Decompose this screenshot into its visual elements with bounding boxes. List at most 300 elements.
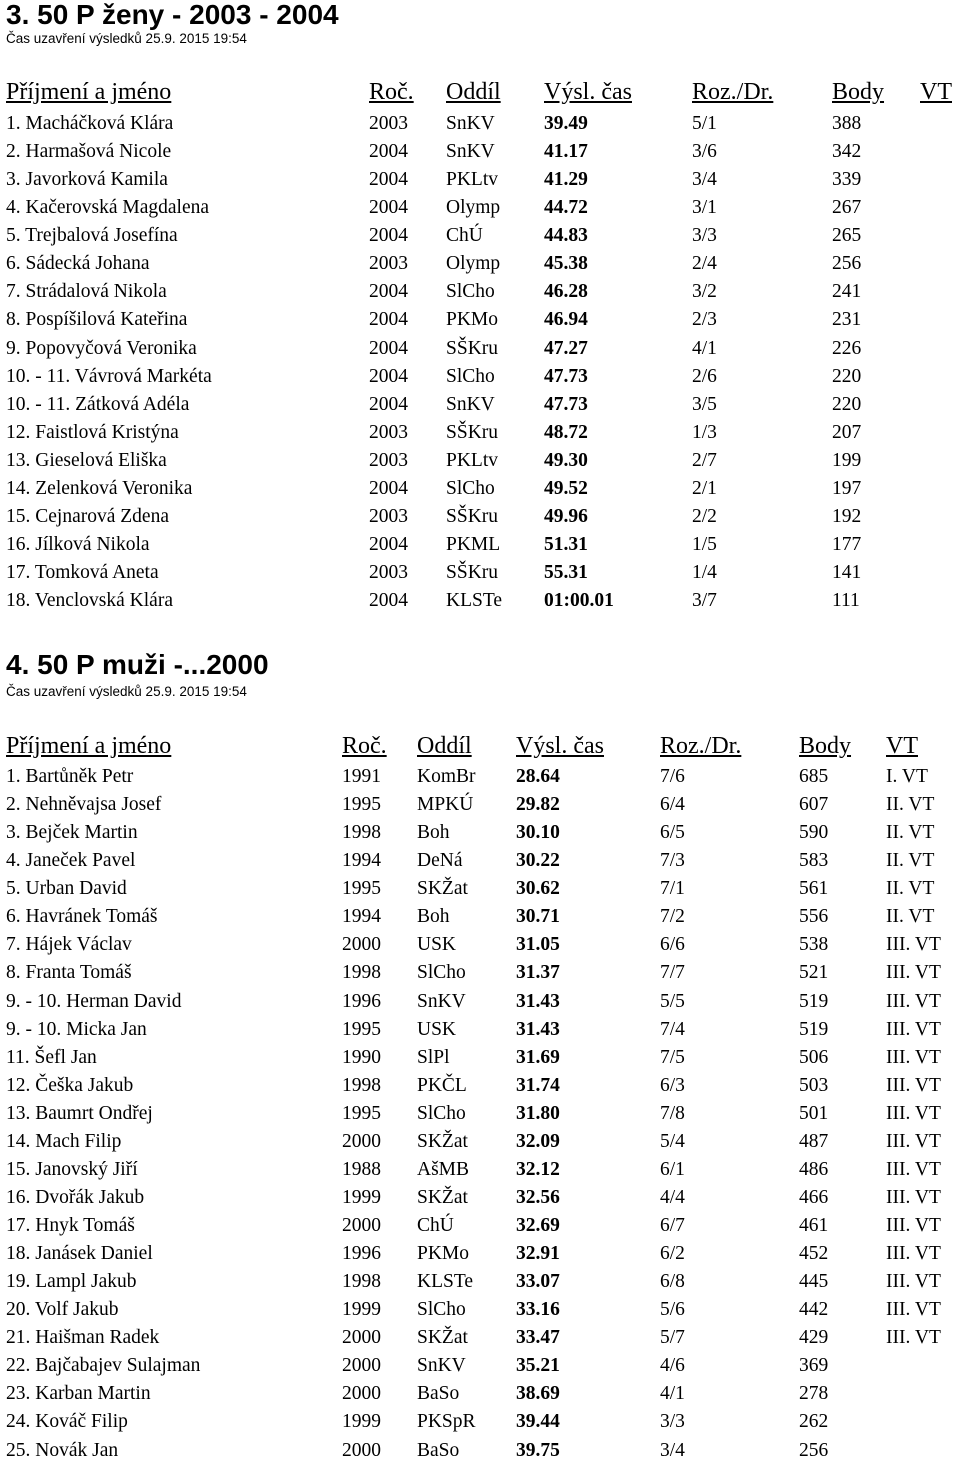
club: Boh: [417, 822, 450, 844]
birth-year: 1998: [342, 822, 381, 844]
heat-lane: 7/6: [660, 766, 685, 787]
result-time: 31.37: [516, 962, 560, 984]
athlete-name: 2. Harmašová Nicole: [6, 141, 172, 163]
birth-year: 2004: [369, 141, 408, 163]
header-heat-lane: Roz./Dr.: [660, 733, 742, 759]
birth-year: 2004: [369, 477, 408, 499]
heat-lane: 3/2: [692, 281, 717, 303]
heat-lane: 6/5: [660, 822, 685, 844]
club: ChÚ: [417, 1215, 454, 1236]
result-time: 01:00.01: [544, 590, 614, 612]
heat-lane: 3/4: [660, 1439, 685, 1461]
points: 199: [832, 449, 862, 471]
result-time: 31.43: [516, 1018, 560, 1040]
table-header: [6, 79, 960, 109]
athlete-name: 8. Pospíšilová Kateřina: [6, 309, 188, 331]
table-row: [6, 278, 960, 306]
table-row: [6, 1016, 960, 1044]
result-time: 30.71: [516, 906, 560, 928]
athlete-name: 5. Urban David: [6, 878, 127, 900]
table-row: [6, 819, 960, 847]
table-row: [6, 363, 960, 391]
club: PKČL: [417, 1074, 467, 1096]
club: SlCho: [417, 962, 466, 984]
points: 429: [799, 1327, 829, 1349]
heat-lane: 3/6: [692, 141, 717, 163]
heat-lane: 3/5: [692, 393, 717, 415]
club: SnKV: [417, 990, 466, 1012]
table-row: [6, 1128, 960, 1156]
birth-year: 1996: [342, 1243, 381, 1265]
result-time: 47.27: [544, 337, 588, 359]
birth-year: 2004: [369, 309, 408, 331]
result-time: 30.22: [516, 850, 560, 872]
club: SnKV: [446, 393, 495, 415]
result-time: 31.69: [516, 1046, 560, 1068]
club: PKMo: [446, 309, 499, 331]
points: 278: [799, 1383, 829, 1405]
heat-lane: 3/3: [660, 1411, 685, 1433]
birth-year: 1988: [342, 1158, 381, 1180]
athlete-name: 6. Sádecká Johana: [6, 253, 150, 275]
club: BaSo: [417, 1439, 460, 1461]
performance-class: II. VT: [886, 878, 935, 900]
performance-class: III. VT: [886, 1158, 941, 1180]
result-time: 47.73: [544, 365, 588, 387]
table-row: [6, 931, 960, 959]
athlete-name: 9. - 10. Micka Jan: [6, 1018, 147, 1040]
club: PKSpR: [417, 1411, 476, 1433]
result-time: 32.09: [516, 1130, 560, 1152]
table-row: [6, 1380, 960, 1408]
athlete-name: 3. Javorková Kamila: [6, 169, 168, 191]
birth-year: 1990: [342, 1046, 381, 1068]
closing-time: Čas uzavření výsledků 25.9. 2015 19:54: [6, 31, 247, 46]
birth-year: 1998: [342, 1271, 381, 1293]
points: 192: [832, 505, 862, 527]
birth-year: 2004: [369, 225, 408, 247]
heat-lane: 2/2: [692, 505, 717, 527]
table-row: [6, 1268, 960, 1296]
header-name: Příjmení a jméno: [6, 79, 172, 105]
birth-year: 2004: [369, 590, 408, 612]
athlete-name: 12. Češka Jakub: [6, 1074, 134, 1096]
result-time: 35.21: [516, 1355, 560, 1377]
club: SnKV: [417, 1355, 466, 1377]
performance-class: II. VT: [886, 794, 935, 816]
birth-year: 2000: [342, 1215, 381, 1236]
birth-year: 1995: [342, 878, 381, 900]
result-time: 33.47: [516, 1327, 560, 1349]
club: ChÚ: [446, 225, 483, 247]
points: 241: [832, 281, 862, 303]
result-time: 31.80: [516, 1102, 560, 1124]
club: SŠKru: [446, 337, 499, 359]
performance-class: III. VT: [886, 1102, 941, 1124]
birth-year: 1994: [342, 906, 381, 928]
birth-year: 2004: [369, 281, 408, 303]
heat-lane: 5/6: [660, 1299, 685, 1321]
result-time: 39.49: [544, 113, 588, 134]
birth-year: 1991: [342, 766, 381, 787]
athlete-name: 15. Janovský Jiří: [6, 1158, 138, 1180]
athlete-name: 17. Hnyk Tomáš: [6, 1215, 135, 1236]
points: 369: [799, 1355, 829, 1377]
result-time: 39.75: [516, 1439, 560, 1461]
birth-year: 2000: [342, 934, 381, 956]
birth-year: 2000: [342, 1383, 381, 1405]
birth-year: 2003: [369, 421, 408, 443]
performance-class: III. VT: [886, 1074, 941, 1096]
birth-year: 2000: [342, 1355, 381, 1377]
performance-class: III. VT: [886, 990, 941, 1012]
header-club: Oddíl: [417, 733, 472, 759]
athlete-name: 19. Lampl Jakub: [6, 1271, 137, 1293]
club: SŠKru: [446, 505, 499, 527]
table-row: [6, 988, 960, 1016]
result-time: 46.94: [544, 309, 588, 331]
result-time: 28.64: [516, 766, 560, 787]
athlete-name: 12. Faistlová Kristýna: [6, 421, 179, 443]
points: 607: [799, 794, 829, 816]
heat-lane: 2/1: [692, 477, 717, 499]
points: 177: [832, 533, 862, 555]
club: SlCho: [446, 365, 495, 387]
header-year: Roč.: [369, 79, 414, 105]
athlete-name: 20. Volf Jakub: [6, 1299, 119, 1321]
heat-lane: 6/3: [660, 1074, 685, 1096]
athlete-name: 9. - 10. Herman David: [6, 990, 182, 1012]
club: AšMB: [417, 1158, 470, 1180]
birth-year: 2003: [369, 505, 408, 527]
header-name: Příjmení a jméno: [6, 733, 172, 759]
result-time: 41.29: [544, 169, 588, 191]
table-row: [6, 138, 960, 166]
table-row: [6, 419, 960, 447]
athlete-name: 25. Novák Jan: [6, 1439, 119, 1461]
club: Olymp: [446, 197, 501, 219]
result-time: 41.17: [544, 141, 588, 163]
birth-year: 1996: [342, 990, 381, 1012]
club: KLSTe: [417, 1271, 474, 1293]
points: 256: [832, 253, 862, 275]
birth-year: 1999: [342, 1186, 381, 1208]
heat-lane: 7/8: [660, 1102, 685, 1124]
performance-class: III. VT: [886, 962, 941, 984]
heat-lane: 1/4: [692, 562, 717, 583]
table-row: [6, 166, 960, 194]
result-time: 49.52: [544, 477, 588, 499]
athlete-name: 14. Zelenková Veronika: [6, 477, 193, 499]
birth-year: 2003: [369, 562, 408, 583]
performance-class: II. VT: [886, 850, 935, 872]
athlete-name: 18. Janásek Daniel: [6, 1243, 153, 1265]
table-row: [6, 391, 960, 419]
heat-lane: 6/6: [660, 934, 685, 956]
athlete-name: 16. Dvořák Jakub: [6, 1186, 145, 1208]
athlete-name: 18. Venclovská Klára: [6, 590, 173, 612]
points: 197: [832, 477, 862, 499]
results-table: [6, 110, 960, 615]
heat-lane: 7/3: [660, 850, 685, 872]
table-row: [6, 531, 960, 559]
heat-lane: 7/4: [660, 1018, 685, 1040]
section-title: 3. 50 P ženy - 2003 - 2004: [6, 0, 339, 30]
points: 503: [799, 1074, 829, 1096]
points: 583: [799, 850, 829, 872]
table-row: [6, 1100, 960, 1128]
result-time: 44.72: [544, 197, 588, 219]
heat-lane: 1/5: [692, 533, 717, 555]
points: 220: [832, 365, 862, 387]
points: 442: [799, 1299, 829, 1321]
table-row: [6, 847, 960, 875]
points: 486: [799, 1158, 829, 1180]
birth-year: 2000: [342, 1439, 381, 1461]
heat-lane: 4/4: [660, 1186, 685, 1208]
result-time: 29.82: [516, 794, 560, 816]
table-row: [6, 559, 960, 587]
result-time: 38.69: [516, 1383, 560, 1405]
performance-class: III. VT: [886, 1271, 941, 1293]
birth-year: 2004: [369, 365, 408, 387]
points: 538: [799, 934, 829, 956]
club: MPKÚ: [417, 794, 474, 816]
heat-lane: 2/6: [692, 365, 717, 387]
performance-class: III. VT: [886, 1215, 941, 1236]
result-time: 48.72: [544, 421, 588, 443]
table-row: [6, 110, 960, 138]
performance-class: III. VT: [886, 1046, 941, 1068]
header-club: Oddíl: [446, 79, 501, 105]
birth-year: 2000: [342, 1130, 381, 1152]
birth-year: 2004: [369, 533, 408, 555]
club: SKŽat: [417, 1186, 468, 1208]
club: USK: [417, 1018, 457, 1040]
points: 207: [832, 421, 862, 443]
result-time: 32.91: [516, 1243, 560, 1265]
birth-year: 1995: [342, 1102, 381, 1124]
club: PKMo: [417, 1243, 470, 1265]
birth-year: 2004: [369, 393, 408, 415]
table-row: [6, 250, 960, 278]
birth-year: 1998: [342, 962, 381, 984]
club: SlCho: [446, 281, 495, 303]
points: 231: [832, 309, 862, 331]
points: 220: [832, 393, 862, 415]
result-time: 39.44: [516, 1411, 560, 1433]
birth-year: 2003: [369, 113, 408, 134]
table-row: [6, 959, 960, 987]
heat-lane: 6/8: [660, 1271, 685, 1293]
points: 466: [799, 1186, 829, 1208]
athlete-name: 6. Havránek Tomáš: [6, 906, 158, 928]
points: 519: [799, 990, 829, 1012]
table-row: [6, 1240, 960, 1268]
heat-lane: 7/1: [660, 878, 685, 900]
athlete-name: 13. Gieselová Eliška: [6, 449, 167, 471]
result-time: 45.38: [544, 253, 588, 275]
results-table: [6, 763, 960, 1465]
birth-year: 2004: [369, 197, 408, 219]
closing-time: Čas uzavření výsledků 25.9. 2015 19:54: [6, 684, 247, 699]
athlete-name: 4. Janeček Pavel: [6, 850, 136, 872]
birth-year: 1999: [342, 1299, 381, 1321]
header-year: Roč.: [342, 733, 387, 759]
performance-class: III. VT: [886, 1327, 941, 1349]
club: SnKV: [446, 141, 495, 163]
birth-year: 2003: [369, 449, 408, 471]
points: 445: [799, 1271, 829, 1293]
heat-lane: 2/4: [692, 253, 717, 275]
header-time: Výsl. čas: [516, 733, 604, 759]
points: 506: [799, 1046, 829, 1068]
heat-lane: 7/5: [660, 1046, 685, 1068]
result-time: 49.96: [544, 505, 588, 527]
athlete-name: 21. Haišman Radek: [6, 1327, 160, 1349]
athlete-name: 4. Kačerovská Magdalena: [6, 197, 210, 219]
heat-lane: 3/7: [692, 590, 717, 612]
performance-class: III. VT: [886, 1299, 941, 1321]
birth-year: 2000: [342, 1327, 381, 1349]
club: SlPl: [417, 1046, 450, 1068]
table-row: [6, 1324, 960, 1352]
club: KomBr: [417, 766, 476, 787]
points: 556: [799, 906, 829, 928]
table-row: [6, 587, 960, 615]
header-points: Body: [832, 79, 885, 105]
club: BaSo: [417, 1383, 460, 1405]
performance-class: III. VT: [886, 1243, 941, 1265]
heat-lane: 5/5: [660, 990, 685, 1012]
heat-lane: 4/1: [660, 1383, 685, 1405]
athlete-name: 16. Jílková Nikola: [6, 533, 150, 555]
heat-lane: 1/3: [692, 421, 717, 443]
result-time: 30.10: [516, 822, 560, 844]
table-row: [6, 1156, 960, 1184]
table-row: [6, 222, 960, 250]
heat-lane: 4/1: [692, 337, 717, 359]
performance-class: II. VT: [886, 906, 935, 928]
club: USK: [417, 934, 457, 956]
athlete-name: 10. - 11. Vávrová Markéta: [6, 365, 212, 387]
points: 521: [799, 962, 829, 984]
athlete-name: 23. Karban Martin: [6, 1383, 151, 1405]
heat-lane: 5/1: [692, 113, 717, 134]
points: 265: [832, 225, 862, 247]
header-points: Body: [799, 733, 852, 759]
heat-lane: 6/4: [660, 794, 685, 816]
result-time: 32.12: [516, 1158, 560, 1180]
athlete-name: 24. Kováč Filip: [6, 1411, 128, 1433]
club: SŠKru: [446, 421, 499, 443]
result-time: 51.31: [544, 533, 588, 555]
club: SKŽat: [417, 1327, 468, 1349]
club: SKŽat: [417, 1130, 468, 1152]
heat-lane: 3/1: [692, 197, 717, 219]
athlete-name: 5. Trejbalová Josefína: [6, 225, 178, 247]
table-row: [6, 1296, 960, 1324]
points: 388: [832, 113, 862, 134]
performance-class: I. VT: [886, 766, 928, 787]
heat-lane: 5/4: [660, 1130, 685, 1152]
result-time: 31.05: [516, 934, 560, 956]
club: SlCho: [417, 1299, 466, 1321]
heat-lane: 6/2: [660, 1243, 685, 1265]
birth-year: 1995: [342, 794, 381, 816]
result-time: 31.43: [516, 990, 560, 1012]
athlete-name: 13. Baumrt Ondřej: [6, 1102, 153, 1124]
header-vt: VT: [886, 733, 918, 759]
table-header: [6, 733, 960, 763]
table-row: [6, 1437, 960, 1465]
club: PKML: [446, 533, 501, 555]
result-time: 49.30: [544, 449, 588, 471]
club: Olymp: [446, 253, 501, 275]
result-time: 32.56: [516, 1186, 560, 1208]
heat-lane: 7/7: [660, 962, 685, 984]
table-row: [6, 1408, 960, 1436]
club: PKLtv: [446, 169, 499, 191]
table-row: [6, 1184, 960, 1212]
points: 590: [799, 822, 829, 844]
performance-class: II. VT: [886, 822, 935, 844]
result-time: 46.28: [544, 281, 588, 303]
section-title: 4. 50 P muži -...2000: [6, 649, 269, 680]
club: Boh: [417, 906, 450, 928]
athlete-name: 2. Nehněvajsa Josef: [6, 794, 162, 816]
heat-lane: 5/7: [660, 1327, 685, 1349]
club: PKLtv: [446, 449, 499, 471]
athlete-name: 14. Mach Filip: [6, 1130, 122, 1152]
points: 339: [832, 169, 862, 191]
birth-year: 2004: [369, 169, 408, 191]
club: KLSTe: [446, 590, 503, 612]
birth-year: 1999: [342, 1411, 381, 1433]
birth-year: 2004: [369, 337, 408, 359]
table-row: [6, 447, 960, 475]
points: 452: [799, 1243, 829, 1265]
birth-year: 1995: [342, 1018, 381, 1040]
result-time: 44.83: [544, 225, 588, 247]
club: DeNá: [417, 850, 463, 872]
table-row: [6, 1212, 960, 1240]
athlete-name: 7. Hájek Václav: [6, 934, 132, 956]
points: 461: [799, 1215, 829, 1236]
table-row: [6, 875, 960, 903]
header-heat-lane: Roz./Dr.: [692, 79, 774, 105]
table-row: [6, 791, 960, 819]
athlete-name: 9. Popovyčová Veronika: [6, 337, 197, 359]
birth-year: 2003: [369, 253, 408, 275]
athlete-name: 17. Tomková Aneta: [6, 562, 159, 583]
club: SlCho: [417, 1102, 466, 1124]
athlete-name: 11. Šefl Jan: [6, 1046, 97, 1068]
athlete-name: 1. Macháčková Klára: [6, 113, 174, 134]
athlete-name: 8. Franta Tomáš: [6, 962, 132, 984]
performance-class: III. VT: [886, 934, 941, 956]
table-row: [6, 503, 960, 531]
result-time: 55.31: [544, 562, 588, 583]
result-time: 31.74: [516, 1074, 560, 1096]
performance-class: III. VT: [886, 1130, 941, 1152]
birth-year: 1994: [342, 850, 381, 872]
club: SŠKru: [446, 562, 499, 583]
result-time: 33.16: [516, 1299, 560, 1321]
points: 267: [832, 197, 862, 219]
result-time: 33.07: [516, 1271, 560, 1293]
heat-lane: 3/4: [692, 169, 717, 191]
